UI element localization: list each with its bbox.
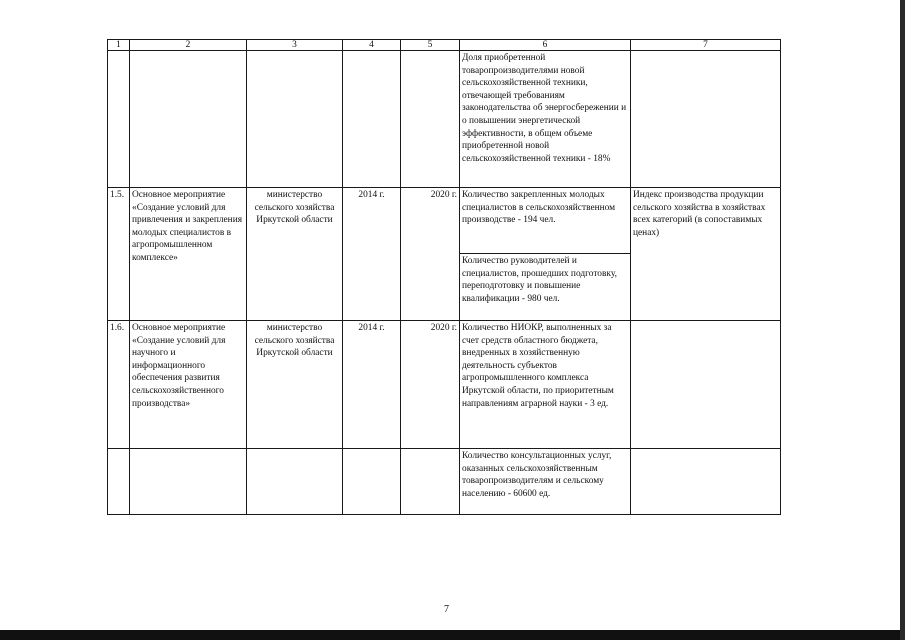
column-number: 2 (130, 40, 247, 51)
end-year: 2020 г. (401, 188, 460, 321)
empty-cell (401, 51, 460, 188)
table-row-continuation (108, 51, 781, 188)
program-table (107, 39, 781, 515)
column-number: 7 (631, 40, 781, 51)
empty-cell (401, 449, 460, 515)
scan-edge-bottom (0, 630, 905, 640)
empty-cell (130, 51, 247, 188)
executor: министерство сельского хозяйства Иркутской области (247, 188, 343, 321)
empty-cell (631, 51, 781, 188)
target-indicator: Индекс производства продукции сельского хозяйства в хозяйствах всех категорий (в сопоставимых ценах) (631, 188, 781, 321)
column-number: 4 (343, 40, 401, 51)
start-year: 2014 г. (343, 321, 401, 449)
page-number: 7 (444, 604, 449, 615)
table-row-1-6 (108, 321, 781, 449)
indicator-cell: Количество НИОКР, выполненных за счет средств областного бюджета, внедренных в хозяйственную деятельность субъектов агропромышленного комплекса Иркутской области, по приоритетным направлениям аграрной науки - 3 ед. (460, 321, 631, 449)
empty-cell (631, 449, 781, 515)
empty-cell (343, 449, 401, 515)
indicator-cell: Доля приобретенной товаропроизводителями новой сельскохозяйственной техники, отвечающей требованиям законодательства об энергосбережении и о повышении энергетической эффективности, в общем объеме приобретенной новой сельскохозяйственной техники - 18% (460, 51, 631, 188)
row-number: 1.6. (108, 321, 130, 449)
column-number: 5 (401, 40, 460, 51)
column-number: 6 (460, 40, 631, 51)
measure-name: Основное мероприятие «Создание условий для научного и информационного обеспечения развития сельскохозяйственного производства» (130, 321, 247, 449)
empty-cell (108, 51, 130, 188)
empty-cell (247, 449, 343, 515)
empty-cell (130, 449, 247, 515)
table-row-1-6-sub (108, 449, 781, 515)
indicator-cell: Количество закрепленных молодых специалистов в сельскохозяйственном производстве - 194 чел. (460, 188, 631, 254)
indicator-cell: Количество консультационных услуг, оказанных сельскохозяйственным товаропроизводителям и сельскому населению - 60600 ед. (460, 449, 631, 515)
column-number-row (108, 40, 781, 51)
measure-name: Основное мероприятие «Создание условий для привлечения и закрепления молодых специалистов в агропромышленном комплексе» (130, 188, 247, 321)
column-number: 1 (108, 40, 130, 51)
scan-edge-right (900, 0, 905, 640)
empty-cell (631, 321, 781, 449)
empty-cell (108, 449, 130, 515)
table-row-1-5 (108, 188, 781, 254)
start-year: 2014 г. (343, 188, 401, 321)
empty-cell (247, 51, 343, 188)
end-year: 2020 г. (401, 321, 460, 449)
executor: министерство сельского хозяйства Иркутской области (247, 321, 343, 449)
row-number: 1.5. (108, 188, 130, 321)
indicator-cell: Количество руководителей и специалистов, прошедших подготовку, переподготовку и повышение квалификации - 980 чел. (460, 254, 631, 321)
column-number: 3 (247, 40, 343, 51)
empty-cell (343, 51, 401, 188)
